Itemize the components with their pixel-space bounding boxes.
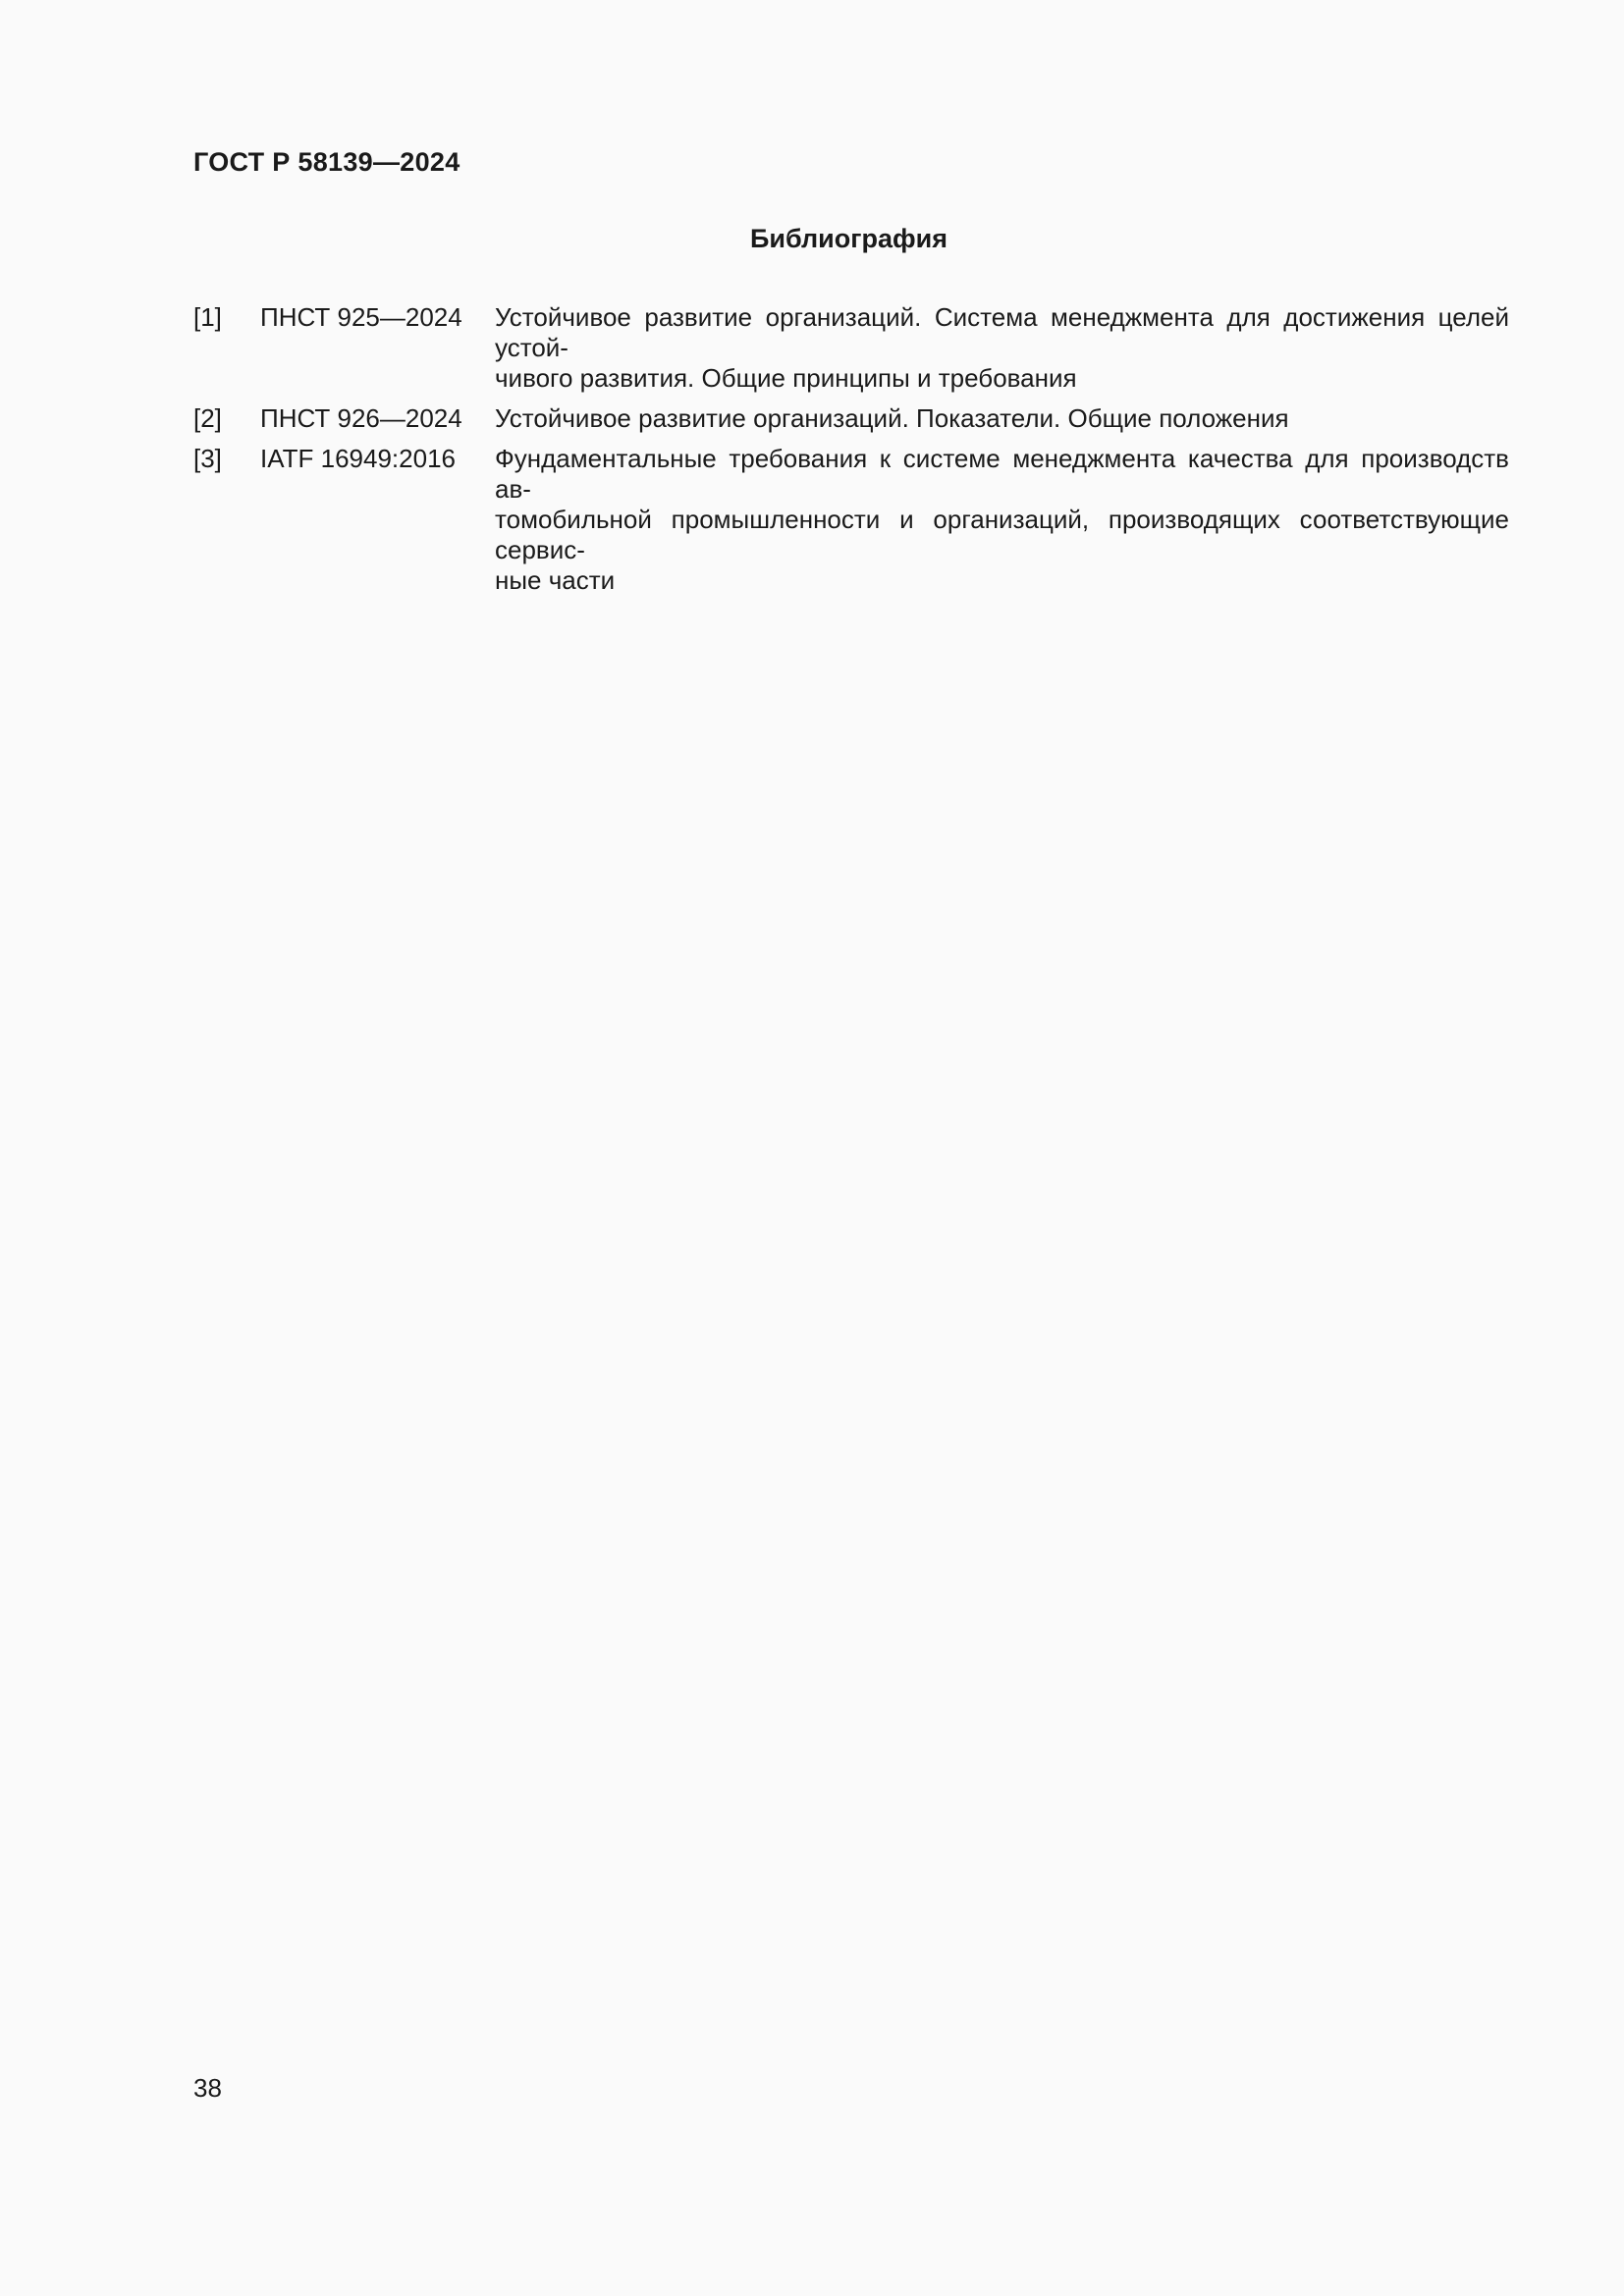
bibliography-entry-title: Устойчивое развитие организаций. Система менеджмента для достижения целей устой- чивого развития. Общие принципы и требования [495, 302, 1509, 393]
document-code-header: ГОСТ Р 58139—2024 [193, 147, 460, 177]
bibliography-entry [193, 444, 1509, 596]
bibliography-entry [193, 302, 1509, 394]
bibliography-entry-code: ПНСТ 925—2024 [260, 302, 462, 332]
bibliography-entry-number: [2] [193, 403, 222, 433]
bibliography-entry-title: Фундаментальные требования к системе менеджмента качества для производств ав- томобильной промышленности и организаций, производящих соответствующие сервис- ные части [495, 444, 1509, 595]
bibliography-entry-number: [3] [193, 444, 222, 473]
page-number: 38 [193, 2073, 222, 2103]
bibliography-entry-number: [1] [193, 302, 222, 332]
bibliography-entry-code: IATF 16949:2016 [260, 444, 456, 473]
bibliography-entry-code: ПНСТ 926—2024 [260, 403, 462, 433]
section-title: Библиография [750, 224, 947, 253]
bibliography-entry-title: Устойчивое развитие организаций. Показатели. Общие положения [495, 403, 1289, 433]
bibliography-list [193, 302, 1509, 606]
bibliography-entry [193, 403, 1509, 434]
